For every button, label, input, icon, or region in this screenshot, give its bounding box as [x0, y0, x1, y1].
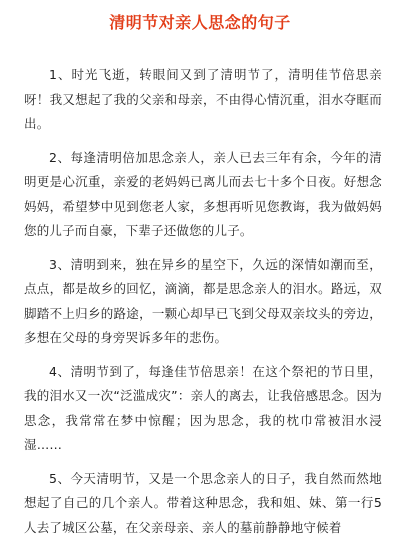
paragraph-2: 2、每逢清明倍加思念亲人，亲人已去三年有余，今年的清明更是心沉重，亲爱的老妈妈已离儿而去七十多个日夜。好想念妈妈，希望梦中见到您老人家，多想再听见您教诲，我为做妈妈您的儿子而自豪，下辈子还做您的儿子。 — [24, 149, 382, 238]
paragraph-5: 5、今天清明节，又是一个思念亲人的日子，我自然而然地想起了自己的几个亲人。带着这种思念，我和姐、妹、第一行5人去了城区公墓，在父亲母亲、亲人的墓前静静地守候着 — [24, 470, 382, 535]
paragraph-4: 4、清明节到了，每逢佳节倍思亲！在这个祭祀的节日里，我的泪水又一次“泛滥成灾”：亲人的离去，让我倍感思念。因为思念，我常常在梦中惊醒；因为思念，我的枕巾常被泪水浸湿…… — [24, 363, 382, 452]
article-body — [24, 63, 382, 549]
paragraph-3: 3、清明到来，独在异乡的星空下，久远的深情如潮而至，点点，都是故乡的回忆，滴滴，都是思念亲人的泪水。路远，双脚踏不上归乡的路途，一颗心却早已飞到父母双亲坟头的旁边，多想在父母的身旁哭诉多年的悲伤。 — [24, 256, 382, 345]
paragraph-1: 1、时光飞逝，转眼间又到了清明节了，清明佳节倍思亲呀！我又想起了我的父亲和母亲，不由得心情沉重，泪水夺眶而出。 — [24, 67, 382, 131]
page-title: 清明节对亲人思念的句子 — [109, 13, 291, 32]
